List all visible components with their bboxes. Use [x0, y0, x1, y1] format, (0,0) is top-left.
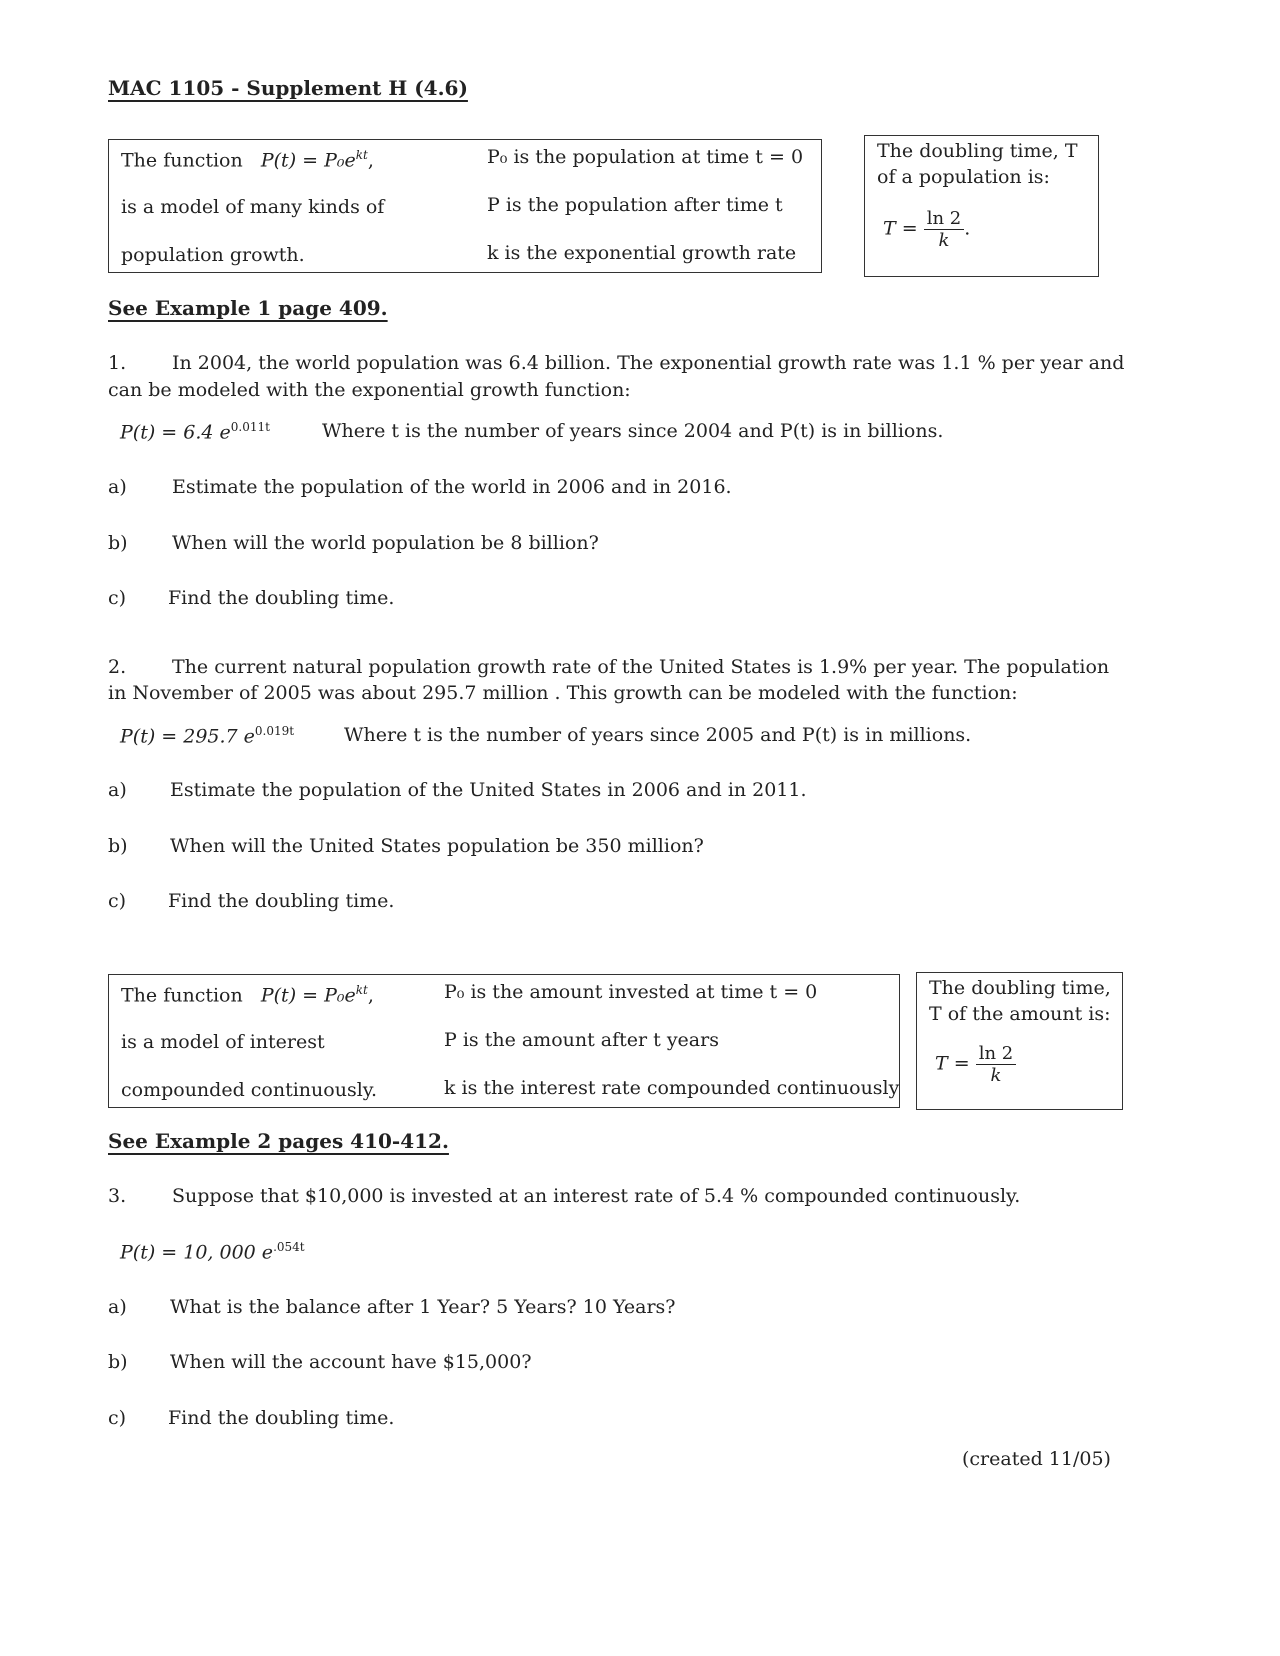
formula: P(t) = 10, 000 e: [120, 1241, 274, 1264]
formula: P(t) = P₀e: [260, 984, 356, 1007]
part-text: When will the world population be 8 billion?: [172, 532, 599, 554]
dbl-formula: T = $\frac{\ln 2}{k}$ .: [883, 208, 971, 251]
model-line1: The function $P(t) = P_0e^{kt}$,: [121, 983, 374, 1007]
example-ref-1: See Example 1 page 409.: [108, 296, 388, 320]
part-label: b): [108, 532, 128, 554]
part-label: a): [108, 1296, 127, 1318]
part-text: Find the doubling time.: [168, 587, 395, 609]
def-k: k is the exponential growth rate: [487, 242, 797, 264]
dbl-line2: T of the amount is:: [929, 1003, 1111, 1025]
model-line3: compounded continuously.: [121, 1079, 378, 1101]
interest-model-box: [108, 974, 900, 1108]
exponent: kt: [355, 148, 368, 162]
formula: P(t) = P₀e: [260, 149, 356, 172]
population-model-box: [108, 139, 822, 273]
lhs: T =: [935, 1052, 970, 1075]
def-k: k is the interest rate compounded continuously: [444, 1077, 900, 1099]
dbl-line2: of a population is:: [877, 166, 1050, 188]
part-label: a): [108, 476, 127, 498]
num: ln 2: [976, 1043, 1017, 1065]
example-ref-2: See Example 2 pages 410-412.: [108, 1129, 449, 1153]
def-p: P is the population after time t: [487, 194, 783, 216]
model-line3: population growth.: [121, 244, 305, 266]
created-date: (created 11/05): [962, 1448, 1111, 1470]
def-p0: P₀ is the amount invested at time t = 0: [444, 981, 818, 1003]
den: k: [938, 230, 950, 251]
q2-text1: The current natural population growth rate of the United States is 1.9% per year. The population: [172, 656, 1110, 678]
part-text: When will the account have $15,000?: [170, 1351, 532, 1373]
q1-where: Where t is the number of years since 2004 and P(t) is in billions.: [322, 420, 944, 442]
part-text: Find the doubling time.: [168, 1407, 395, 1429]
formula: P(t) = 295.7 e: [120, 725, 255, 748]
q2-text2: in November of 2005 was about 295.7 million . This growth can be modeled with the function:: [108, 682, 1018, 704]
q2-where: Where t is the number of years since 2005 and P(t) is in millions.: [344, 724, 972, 746]
den: k: [990, 1065, 1002, 1086]
q2-number: 2.: [108, 656, 127, 678]
q3-number: 3.: [108, 1185, 127, 1207]
part-label: b): [108, 835, 128, 857]
doubling-time-box: [864, 135, 1099, 277]
lhs: T =: [883, 217, 918, 240]
q1-formula: [120, 420, 270, 443]
q1-number: 1.: [108, 352, 127, 374]
q3-text1: Suppose that $10,000 is invested at an interest rate of 5.4 % compounded continuously.: [172, 1185, 1021, 1207]
dbl-line1: The doubling time, T: [877, 140, 1078, 162]
q3-formula: [120, 1240, 305, 1263]
label: The function: [121, 984, 243, 1007]
exponent: 0.011t: [230, 420, 270, 434]
num: ln 2: [924, 208, 965, 230]
dbl-formula: [935, 1043, 1016, 1086]
part-label: b): [108, 1351, 128, 1373]
def-p0: P₀ is the population at time t = 0: [487, 146, 804, 168]
model-line2: is a model of many kinds of: [121, 196, 385, 218]
part-text: Estimate the population of the United States in 2006 and in 2011.: [170, 779, 807, 801]
exponent: .054t: [273, 1240, 305, 1254]
model-line2: is a model of interest: [121, 1031, 325, 1053]
formula: P(t) = 6.4 e: [120, 421, 231, 444]
page-title: MAC 1105 - Supplement H (4.6): [108, 76, 468, 100]
label: The function: [121, 149, 243, 172]
dbl-line1: The doubling time,: [929, 977, 1111, 999]
model-line1: The function $P(t) = P_0e^{kt}$,: [121, 148, 374, 172]
part-label: a): [108, 779, 127, 801]
part-text: Estimate the population of the world in 2006 and in 2016.: [172, 476, 732, 498]
part-label: c): [108, 1407, 127, 1429]
q1-text1: In 2004, the world population was 6.4 billion. The exponential growth rate was 1.1 % per year and: [172, 352, 1125, 374]
q2-formula: [120, 724, 294, 747]
part-label: c): [108, 890, 127, 912]
part-text: Find the doubling time.: [168, 890, 395, 912]
exponent: kt: [355, 983, 368, 997]
q1-text2: can be modeled with the exponential growth function:: [108, 379, 631, 401]
exponent: 0.019t: [254, 724, 295, 738]
part-text: When will the United States population be 350 million?: [170, 835, 704, 857]
part-text: What is the balance after 1 Year? 5 Years? 10 Years?: [170, 1296, 676, 1318]
def-p: P is the amount after t years: [444, 1029, 719, 1051]
doubling-time-box-2: [916, 972, 1123, 1110]
part-label: c): [108, 587, 127, 609]
